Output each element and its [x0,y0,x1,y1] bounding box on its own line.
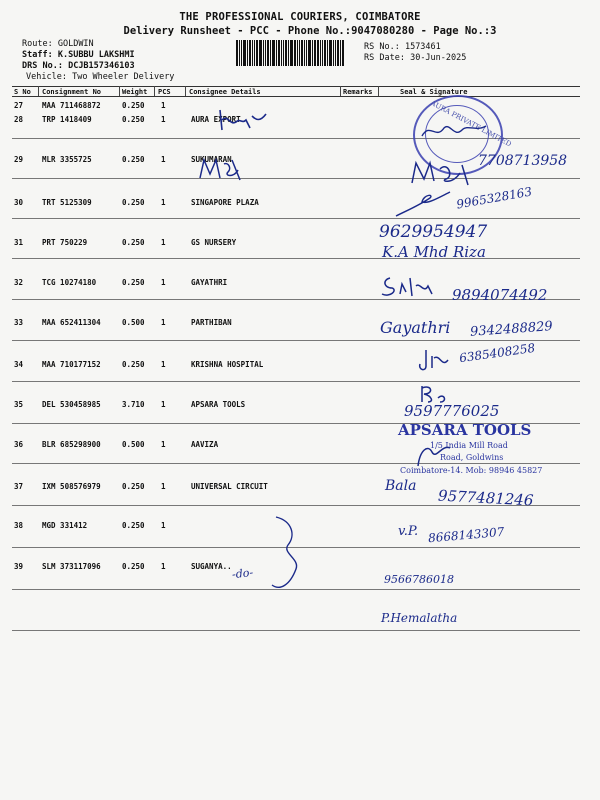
row-consignee: SUKUMARAN [191,155,232,164]
rs-no-line: RS No.: 1573461 [364,42,441,52]
row-sno: 37 [14,482,24,491]
signature-32: Gayathri [380,318,451,337]
row-consignment: MGD 331412 [42,521,88,530]
runsheet-subtitle: Delivery Runsheet - PCC - Phone No.:9047080280 - Page No.:3 [123,25,497,37]
col-remarks: Remarks [343,88,373,96]
row-weight: 0.250 [122,198,145,207]
row-weight: 0.250 [122,238,145,247]
col-consignment: Consignment No [42,88,102,96]
staff-value: K.SUBBU LAKSHMI [57,50,135,60]
name-30: K.A Mhd Riza [382,243,486,261]
row-consignee: AAVIZA [191,440,219,449]
col-sno: S No [14,88,31,96]
signature-35 [414,440,454,468]
row-consignee: GS NURSERY [191,238,237,247]
phone-34: 9597776025 [404,402,500,420]
row-consignment: MLR 3355725 [42,155,92,164]
row-sno: 29 [14,155,24,164]
phone-38: 9566786018 [384,573,454,586]
ditto-38: -do- [231,565,254,582]
row-divider [12,178,580,179]
row-sno: 32 [14,278,24,287]
row-consignment: IXM 508576979 [42,482,101,491]
row-sno: 35 [14,400,24,409]
company-round-stamp: AURA PRIVATE LIMITED [413,95,503,175]
row-pcs: 1 [161,115,166,124]
phone-29: 9965328163 [455,184,533,212]
row-divider [12,258,580,259]
row-pcs: 1 [161,562,166,571]
col-seal-signature: Seal & Signature [400,88,468,96]
row-consignee: GAYATHRI [191,278,228,287]
row-divider [12,381,580,382]
rs-date-value: 30-Jun-2025 [410,53,467,63]
row-divider [12,463,580,464]
row-consignee: PARTHIBAN [191,318,232,327]
row-weight: 3.710 [122,400,145,409]
signature-28-seal [408,159,474,187]
row-consignment: MAA 710177152 [42,360,101,369]
row-pcs: 1 [161,278,166,287]
row-consignee: APSARA TOOLS [191,400,246,409]
vehicle-value: Two Wheeler Delivery [72,72,175,82]
col-consignee: Consignee Details [189,88,261,96]
row-weight: 0.250 [122,115,145,124]
row-consignment: MAA 652411304 [42,318,101,327]
header-top-rule [12,86,580,87]
vehicle-line: Vehicle: Two Wheeler Delivery [26,72,175,82]
row-consignment: TRT 5125309 [42,198,92,207]
phone-37: 8668143307 [427,524,505,546]
row-sno: 27 [14,101,24,110]
header-bottom-rule [12,96,580,97]
signature-29 [394,188,454,218]
row-consignment: MAA 711468872 [42,101,101,110]
row-sno: 28 [14,115,24,124]
phone-33: 6385408258 [458,340,536,366]
row-weight: 0.250 [122,278,145,287]
row-weight: 0.250 [122,155,145,164]
row-weight: 0.500 [122,318,145,327]
row-sno: 39 [14,562,24,571]
signature-34 [418,384,450,404]
row-pcs: 1 [161,360,166,369]
row-consignee: AURA EXPORT [191,115,241,124]
row-pcs: 1 [161,155,166,164]
signature-27-over-stamp [420,118,490,144]
drs-value: DCJB157346103 [68,61,135,71]
col-weight: Weight [122,88,148,96]
phone-28: 7708713958 [478,153,568,169]
signature-31 [380,274,440,300]
rs-no-value: 1573461 [404,42,441,52]
col-pcs: PCS [158,88,171,96]
row-weight: 0.500 [122,440,145,449]
row-pcs: 1 [161,318,166,327]
route-line: Route: GOLDWIN [22,39,94,49]
ditto-brace [270,515,310,595]
row-consignee: SUGANYA.. [191,562,232,571]
row-sno: 36 [14,440,24,449]
row-pcs: 1 [161,101,166,110]
signature-33 [416,348,456,374]
drs-line: DRS No.: DCJB157346103 [22,61,135,71]
phone-32: 9342488829 [469,319,554,340]
row-consignee: SINGAPORE PLAZA [191,198,259,207]
company-title: THE PROFESSIONAL COURIERS, COIMBATORE [179,11,421,23]
row-sno: 38 [14,521,24,530]
rs-date-line: RS Date: 30-Jun-2025 [364,53,467,63]
route-value: GOLDWIN [57,39,94,49]
signature-28 [198,156,244,182]
row-pcs: 1 [161,238,166,247]
row-pcs: 1 [161,440,166,449]
phone-36: 9577481246 [437,486,534,510]
signature-27 [216,104,276,134]
row-sno: 34 [14,360,24,369]
row-weight: 0.250 [122,360,145,369]
row-consignment: DEL 530458985 [42,400,101,409]
row-pcs: 1 [161,400,166,409]
row-consignee: UNIVERSAL CIRCUIT [191,482,268,491]
row-divider [12,630,580,631]
row-sno: 31 [14,238,24,247]
row-sno: 30 [14,198,24,207]
row-consignment: BLR 685298900 [42,440,101,449]
row-consignee: KRISHNA HOSPITAL [191,360,264,369]
row-divider [12,340,580,341]
row-divider [12,218,580,219]
row-weight: 0.250 [122,521,145,530]
row-weight: 0.250 [122,101,145,110]
row-consignment: SLM 373117096 [42,562,101,571]
row-pcs: 1 [161,482,166,491]
phone-30: 9629954947 [379,222,488,242]
row-pcs: 1 [161,198,166,207]
barcode [236,40,356,66]
row-pcs: 1 [161,521,166,530]
row-weight: 0.250 [122,562,145,571]
row-consignment: TRP 1418409 [42,115,92,124]
signature-39: P.Hemalatha [381,611,458,625]
row-weight: 0.250 [122,482,145,491]
phone-31: 9894074492 [452,286,548,304]
row-sno: 33 [14,318,24,327]
row-consignment: PRT 750229 [42,238,88,247]
staff-line: Staff: K.SUBBU LAKSHMI [22,50,135,60]
signature-36: Bala [385,478,417,494]
signature-37: v.P. [398,524,419,539]
row-consignment: TCG 10274180 [42,278,97,287]
